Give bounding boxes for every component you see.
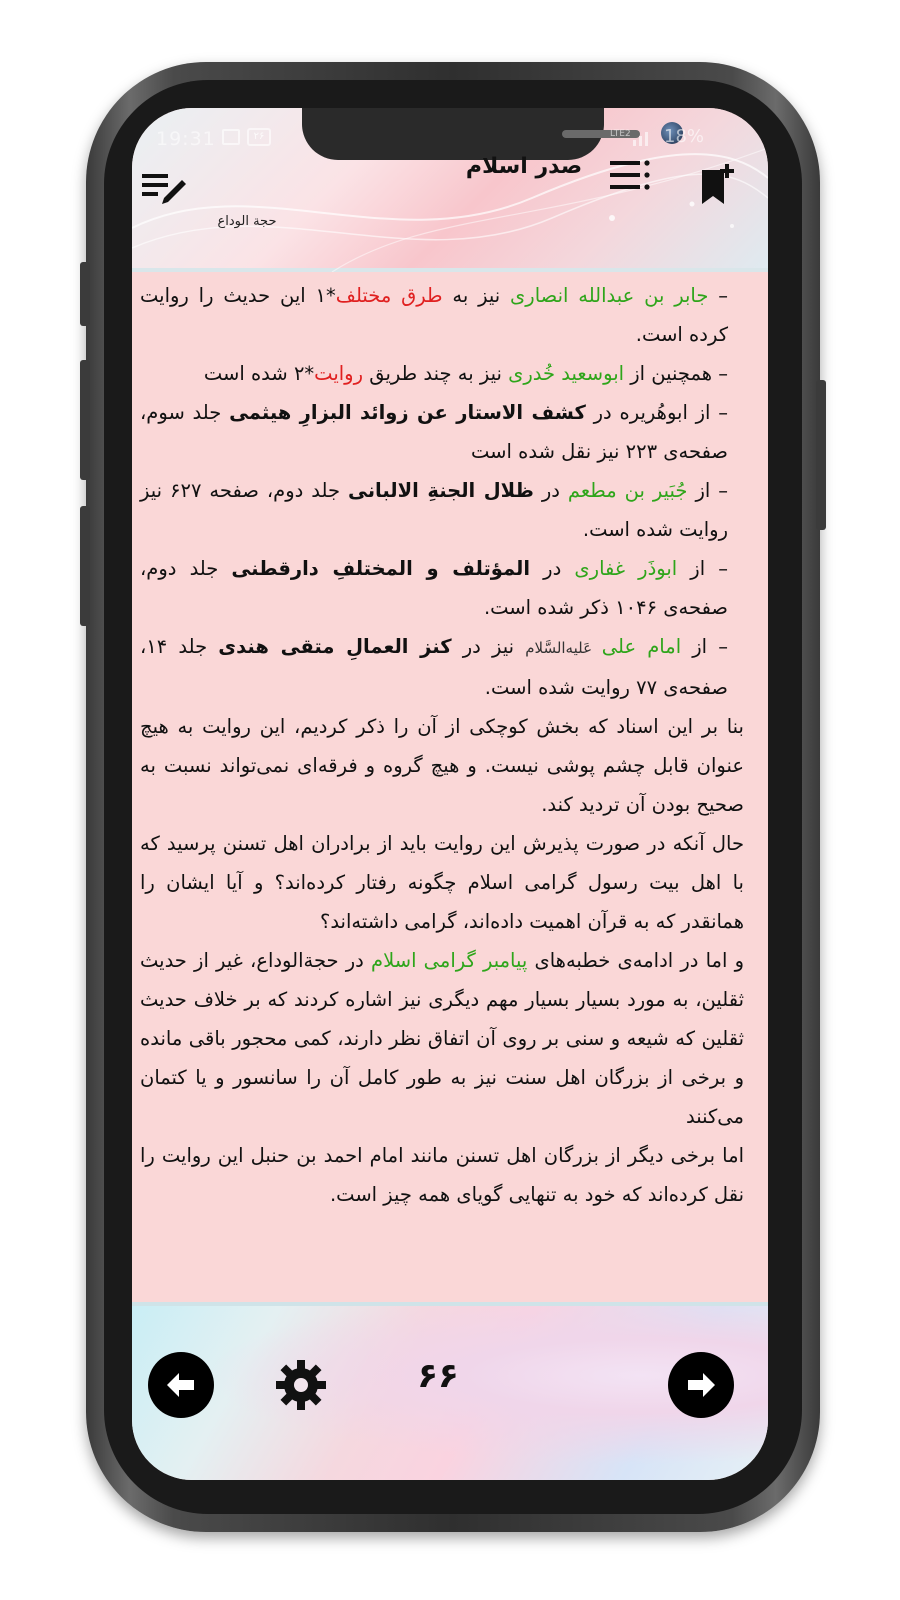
phone-notch	[302, 108, 604, 160]
list-item: – از امام علی عَلیه‌السَّلام نیز در کنز العمالِ متقی هندی جلد ۱۴، صفحه‌ی ۷۷ روایت شده است.	[140, 635, 728, 699]
next-page-button[interactable]	[668, 1352, 734, 1418]
bookmark-add-icon[interactable]	[698, 162, 738, 206]
edit-list-icon[interactable]	[140, 168, 190, 210]
list-icon[interactable]	[610, 158, 652, 192]
status-time: 19:31	[156, 128, 216, 150]
signal-icon	[632, 130, 652, 146]
chapter-subtitle: حجة الوداع	[217, 214, 277, 229]
image-notification-icon	[222, 129, 240, 145]
gear-icon[interactable]	[274, 1358, 328, 1412]
list-item: – همچنین از ابوسعید خُدری نیز به چند طریق روایت*۲ شده است	[203, 362, 728, 385]
article-content	[140, 276, 744, 1302]
network-indicator: LTE2	[610, 129, 631, 139]
arrow-left-icon	[161, 1365, 201, 1405]
page-number: ۶۶	[417, 1356, 459, 1396]
arrow-right-icon	[681, 1365, 721, 1405]
list-item: – از ابوهُریره در کشف الاستار عن زوائد البزارِ هیثمی جلد سوم، صفحه‌ی ۲۲۳ نیز نقل شده است	[140, 401, 728, 463]
battery-level: 18%	[664, 126, 705, 147]
previous-page-button[interactable]	[148, 1352, 214, 1418]
phone-silent-switch	[80, 262, 90, 326]
paragraph: و اما در ادامه‌ی خطبه‌های پیامبر گرامی اسلام در حجةالوداع، غیر از حدیث ثقلین، به مورد بسیار بسیار مهم دیگری نیز اشاره کردند که بر خلاف حدیث ثقلین که شیعه و سنی بر روی آن اتفاق نظر دارند، کمی محجور باقی مانده و برخی از بزرگان اهل سنت نیز به طور کامل آن را سانسور و یا کتمان می‌کنند	[140, 949, 744, 1128]
paragraph: بنا بر این اسناد که بخش کوچکی از آن را ذکر کردیم، این روایت به هیچ عنوان قابل چشم پوشی نیست. و هیچ گروه و فرقه‌ای نمی‌تواند نسبت به صحیح بودن آن تردید کند.	[140, 715, 744, 816]
app-screen	[132, 108, 768, 1480]
list-item: – از جُبَیر بن مطعم در ظلال الجنةِ الالبانی جلد دوم، صفحه ۶۲۷ نیز روایت شده است.	[140, 479, 728, 541]
paragraph: اما برخی دیگر از بزرگان اهل تسنن مانند امام احمد بن حنبل این روایت را نقل کرده‌اند که خود به تنهایی گویای همه چیز است.	[140, 1144, 744, 1206]
phone-power-button	[816, 380, 826, 530]
paragraph: حال آنکه در صورت پذیرش این روایت باید از برادران اهل تسنن پرسید که با اهل بیت رسول گرامی اسلام چگونه رفتار کرده‌اند؟ و آیا ایشان را همانقدر که به قرآن اهمیت داده‌اند، گرامی داشته‌اند؟	[140, 832, 744, 933]
page-title: صدر اسلام	[465, 154, 583, 179]
list-item: – از ابوذَر غفاری در المؤتلف و المختلفِ دارقطنی جلد دوم، صفحه‌ی ۱۰۴۶ ذکر شده است.	[140, 557, 728, 619]
list-item: – جابر بن عبدالله انصاری نیز به طرق مختلف*۱ این حدیث را روایت کرده است.	[140, 284, 728, 346]
phone-volume-down	[80, 506, 90, 626]
phone-volume-up	[80, 360, 90, 480]
bottom-toolbar	[132, 1302, 768, 1480]
status-badge: ۲۶	[247, 128, 271, 146]
app-header	[132, 108, 768, 272]
